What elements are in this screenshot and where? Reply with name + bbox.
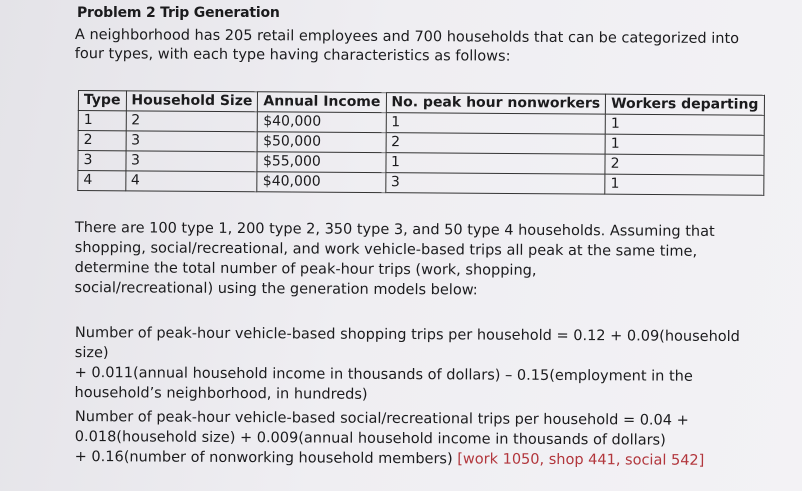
- cell-workers-departing: 2: [605, 154, 764, 175]
- social-model-paragraph: [75, 407, 775, 471]
- paragraph-line: There are 100 type 1, 200 type 2, 350 type 3, and 50 type 4 households. Assuming that: [74, 219, 715, 240]
- header-annual-income: Annual Income: [258, 92, 386, 113]
- cell-annual-income: $40,000: [258, 112, 386, 133]
- header-type: Type: [78, 91, 126, 111]
- paragraph-line: Number of peak-hour vehicle-based shopping trips per household = 0.12 + 0.09(household size): [74, 324, 740, 362]
- cell-nonworkers: 2: [386, 133, 606, 155]
- intro-line: four types, with each type having characteristics as follows:: [74, 45, 511, 65]
- header-workers-departing: Workers departing: [606, 94, 765, 115]
- paragraph-line: household’s neighborhood, in hundreds): [74, 384, 368, 403]
- cell-annual-income: $55,000: [257, 152, 385, 173]
- header-household-size: Household Size: [126, 91, 258, 112]
- cell-nonworkers: 1: [385, 153, 605, 175]
- problem-title: Problem 2 Trip Generation: [77, 5, 280, 21]
- table-row: [78, 171, 764, 196]
- cell-type: 1: [78, 111, 126, 131]
- cell-annual-income: $40,000: [257, 172, 385, 193]
- household-types-table: [77, 90, 764, 196]
- cell-household-size: 2: [126, 111, 258, 132]
- cell-type: 3: [78, 151, 126, 171]
- header-nonworkers: No. peak hour nonworkers: [386, 93, 606, 115]
- cell-workers-departing: 1: [605, 134, 764, 155]
- paragraph-line: + 0.011(annual household income in thousands of dollars) – 0.15(employment in the: [74, 364, 693, 385]
- paragraph-line: 0.018(household size) + 0.009(annual household income in thousands of dollars): [74, 428, 666, 449]
- shopping-model-paragraph: [75, 323, 775, 407]
- cell-nonworkers: 1: [386, 113, 606, 135]
- paragraph-line-text: + 0.16(number of nonworking household members): [74, 448, 458, 468]
- cell-workers-departing: 1: [605, 174, 764, 195]
- cell-workers-departing: 1: [605, 114, 764, 135]
- cell-household-size: 3: [125, 151, 257, 172]
- cell-nonworkers: 3: [385, 173, 605, 195]
- answer-annotation: [work 1050, shop 441, social 542]: [457, 451, 705, 469]
- paragraph-line: Number of peak-hour vehicle-based social/recreational trips per household = 0.04 +: [74, 408, 689, 429]
- cell-annual-income: $50,000: [258, 132, 386, 153]
- intro-line: A neighborhood has 205 retail employees and 700 households that can be categorized into: [74, 26, 740, 48]
- cell-type: 2: [78, 131, 126, 151]
- paragraph-line: shopping, social/recreational, and work vehicle-based trips all peak at the same time,: [74, 239, 698, 260]
- intro-text: [75, 26, 775, 68]
- paragraph-line: [75, 447, 775, 471]
- paragraph-line: social/recreational) using the generation models below:: [74, 279, 478, 299]
- cell-type: 4: [78, 171, 126, 191]
- cell-household-size: 3: [126, 131, 258, 152]
- paragraph-line: determine the total number of peak-hour trips (work, shopping,: [74, 259, 537, 279]
- households-paragraph: [75, 218, 775, 302]
- cell-household-size: 4: [125, 171, 257, 192]
